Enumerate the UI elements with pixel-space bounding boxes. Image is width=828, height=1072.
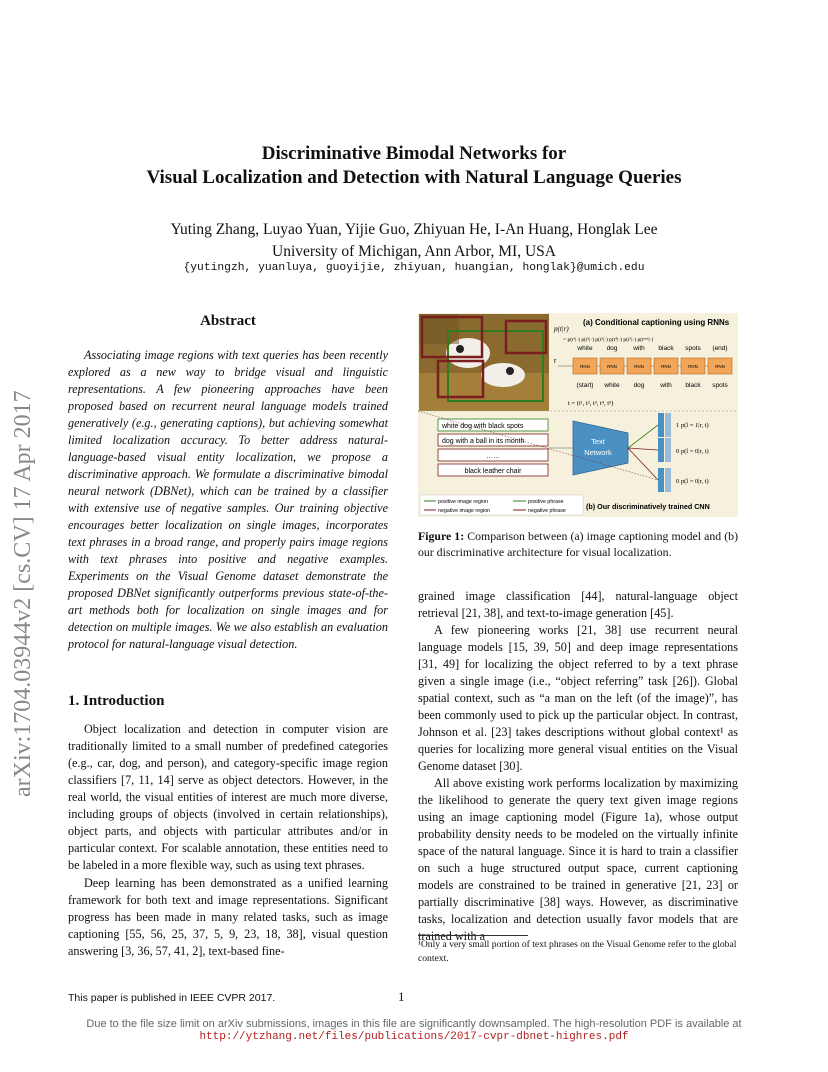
rnn-label: RNN <box>607 364 617 369</box>
phrase-positive: white dog with black spots <box>442 423 524 430</box>
abstract-body <box>68 347 388 653</box>
bottom-word: with <box>660 382 672 389</box>
rnn-label: RNN <box>661 364 671 369</box>
caption-a-label: (a) Conditional captioning using RNNs <box>583 318 730 327</box>
top-word: spots <box>685 345 701 352</box>
phrase-negative: black leather chair <box>464 468 522 475</box>
intro-paragraph-1: Object localization and detection in computer vision are traditionally limited to a small number of predefined categories (e.g., car, dog, and person), and category-specific image region classifiers [7, 11, 14] serve as object detectors. However, in the real world, the visual entities of interest are much more diverse, including groups of objects (involved in certain relationships), object parts, and objects with particular attributes and/or in particular context. For scalable annotation, these entities need to be labeled in a more flexible way, such as using text phrases. <box>68 722 388 872</box>
rnn-label: RNN <box>634 364 644 369</box>
page-number: 1 <box>398 989 405 1004</box>
bottom-word: black <box>685 382 701 389</box>
legend-negative-region: negative image region <box>438 508 491 514</box>
legend-positive-region: positive image region <box>438 499 489 505</box>
bottom-word: white <box>604 382 620 389</box>
introduction-body <box>68 721 388 960</box>
caption-text: Comparison between (a) image captioning model and (b) our discriminative architecture for visual localization. <box>418 529 739 559</box>
output-negative: 0 p(l = 0|r, t) <box>676 448 709 455</box>
output-negative: 0 p(l = 0|r, t) <box>676 478 709 485</box>
paper-title-line2: Visual Localization and Detection with Natural Language Queries <box>146 167 682 188</box>
text-network-label-2: Network <box>584 448 612 457</box>
affiliation: University of Michigan, Ann Arbor, MI, USA <box>272 243 556 260</box>
top-word: black <box>658 345 674 352</box>
figure-1-diagram <box>418 313 738 517</box>
right-paragraph-3: All above existing work performs localization by maximizing the likelihood to generate the query text given image regions using an image captioning model (Figure 1a), whose output probability density needs to be modeled on the virtually infinite space of the natural language. Since it is hard to train a classifier on such a huge structured output space, current captioning models are constrained to be trained in generative [21, 23] or partially discriminative [38] ways. However, as discriminative tasks, localization and detection usually favor models that are trained with a <box>418 776 738 943</box>
top-word: (end) <box>712 345 728 352</box>
top-word: white <box>577 345 593 352</box>
p-t-given-r: p(t|r) <box>554 325 569 333</box>
rnn-label: RNN <box>715 364 725 369</box>
bottom-word: dog <box>633 382 645 389</box>
caption-label: Figure 1: <box>418 529 465 543</box>
output-positive: 1 p(l = 1|r, t) <box>676 422 709 429</box>
highres-link[interactable]: http://ytzhang.net/files/publications/2017-cvpr-dbnet-highres.pdf <box>199 1031 629 1043</box>
figure-1 <box>418 313 738 517</box>
t-sequence: t = (t¹, t², t³, t⁴, t⁵) <box>568 400 614 407</box>
text-network-label-1: Text <box>591 437 605 446</box>
arxiv-stamp: arXiv:1704.03944v2 [cs.CV] 17 Apr 2017 <box>10 390 36 797</box>
figure-legend <box>420 495 583 515</box>
intro-paragraph-2: Deep learning has been demonstrated as a unified learning framework for both text and image representations. Significant progress has been made in many related tasks, such as image captioning [55, 56, 25, 37, 5, 9, 23, 18, 38], visual question answering [3, 36, 57, 41, 2], text-based fine- <box>68 876 388 958</box>
legend-negative-phrase: negative phrase <box>528 508 566 514</box>
author-list: Yuting Zhang, Luyao Yuan, Yijie Guo, Zhiyuan He, I-An Huang, Honglak Lee <box>170 221 658 238</box>
right-paragraph-2: A few pioneering works [21, 38] use recurrent neural language models [15, 39, 50] and deep image representations [31, 49] for localizing the object referred to by a text phrase given a single image (i.e., “object referring” task [26]). Global spatial context, such as “a man on the left (of the image)”, has been commonly used to pick up the particular object. In contrast, Johnson et al. [23] takes descriptions without global context¹ as queries for localizing more general visual entities on the Visual Genome dataset [30]. <box>418 623 738 773</box>
published-note: This paper is published in IEEE CVPR 2017. <box>68 992 276 1004</box>
rnn-label: RNN <box>688 364 698 369</box>
top-word: with <box>633 345 645 352</box>
phrase-ellipsis: …… <box>486 453 500 460</box>
introduction-heading: 1. Introduction <box>68 693 165 709</box>
right-paragraph-1: grained image classification [44], natural-language object retrieval [21, 38], and text-to-image generation [45]. <box>418 589 738 620</box>
bottom-word: (start) <box>576 382 594 389</box>
downsample-note: Due to the file size limit on arXiv submissions, images in this file are significantly downsampled. The high-resolution PDF is available at <box>86 1018 742 1030</box>
caption-b-label: (b) Our discriminatively trained CNN <box>586 502 710 511</box>
region-r-label: r <box>554 358 557 365</box>
rnn-label: RNN <box>580 364 590 369</box>
top-word: dog <box>606 345 618 352</box>
legend-positive-phrase: positive phrase <box>528 499 564 505</box>
paper-title-line1: Discriminative Bimodal Networks for <box>261 143 567 164</box>
email-list: {yutingzh, yuanluya, guoyijie, zhiyuan, huangian, honglak}@umich.edu <box>183 262 645 274</box>
phrase-negative: dog with a ball in its month <box>442 438 525 445</box>
probability-product: = p(t¹|·) p(t²|·) p(t³|·) p(t⁴|·) p(t⁵|·) p(tᵉⁿᵈ|·) <box>563 337 654 343</box>
right-column-body <box>418 588 738 945</box>
abstract-heading: Abstract <box>200 313 256 329</box>
bottom-word: spots <box>712 382 728 389</box>
abstract-text: Associating image regions with text queries has been recently explored as a new way to bridge visual and linguistic representations. A few pioneering approaches have been proposed based on recurrent neural language models trained generatively (e.g., generating captions), but achieving somewhat limited localization accuracy. To better address natural-language-based visual entity localization, we propose a discriminative approach. We formulate a discriminative bimodal neural network (DBNet), which can be trained by a classifier with extensive use of negative samples. Our training objective encourages better localization on single images, incorporates text phrases in a broad range, and properly pairs image regions with text phrases into positive and negative examples. Experiments on the Visual Genome dataset demonstrate the proposed DBNet significantly outperforms previous state-of-the-art methods both for localization on single images and for detection on multiple images. We we also establish an evaluation protocol for natural-language visual detection. <box>68 348 388 651</box>
footnote: ¹Only a very small portion of text phrases on the Visual Genome refer to the global context. <box>418 939 737 964</box>
figure-1-caption <box>418 528 738 560</box>
footnote-rule <box>418 935 528 936</box>
